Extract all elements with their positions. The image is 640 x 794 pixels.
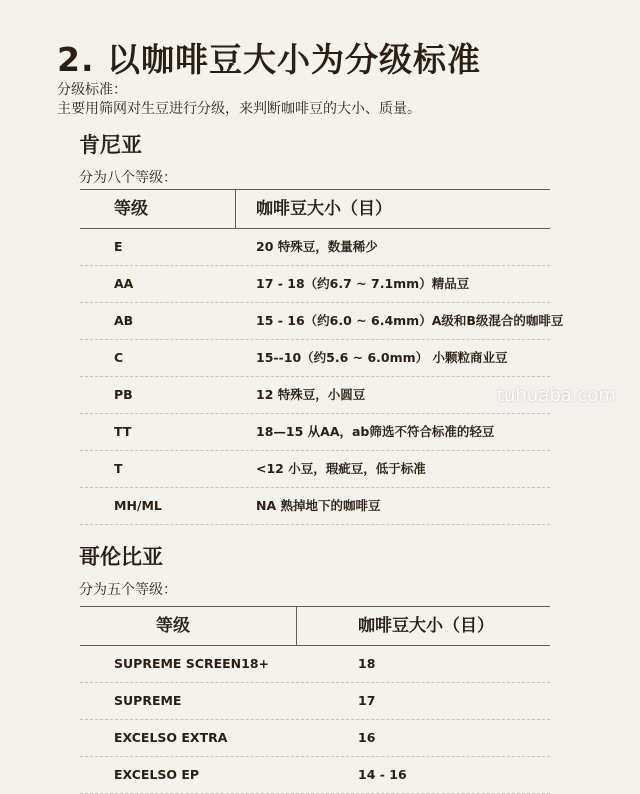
table-row bbox=[80, 488, 550, 525]
kenya-table-header bbox=[80, 189, 550, 229]
table-row bbox=[80, 683, 550, 720]
size-cell: 17 - 18（约6.7 ~ 7.1mm）精品豆 bbox=[256, 276, 470, 291]
colombia-table-header bbox=[80, 606, 550, 646]
standard-label: 分级标准： bbox=[57, 82, 127, 98]
table-row bbox=[80, 340, 550, 377]
size-cell: 18 bbox=[358, 656, 376, 671]
kenya-section-title: 肯尼亚 bbox=[79, 133, 142, 157]
standard-description: 主要用筛网对生豆进行分级，来判断咖啡豆的大小、质量。 bbox=[57, 101, 421, 117]
size-cell: 15--10（约5.6 ~ 6.0mm） 小颗粒商业豆 bbox=[256, 350, 508, 365]
table-row bbox=[80, 646, 550, 683]
grade-cell: SUPREME SCREEN18+ bbox=[114, 656, 270, 671]
grade-cell: EXCELSO EP bbox=[114, 767, 200, 782]
colombia-section-subtitle: 分为五个等级： bbox=[79, 582, 177, 598]
grade-cell: AB bbox=[114, 313, 134, 328]
colombia-section-title: 哥伦比亚 bbox=[79, 545, 163, 569]
size-cell: 12 特殊豆，小圆豆 bbox=[256, 387, 366, 402]
table-row bbox=[80, 229, 550, 266]
grade-column-header: 等级 bbox=[156, 616, 190, 636]
grade-cell: SUPREME bbox=[114, 693, 182, 708]
size-cell: 17 bbox=[358, 693, 376, 708]
size-cell: NA 熟掉地下的咖啡豆 bbox=[256, 498, 381, 513]
table-row bbox=[80, 414, 550, 451]
table-row bbox=[80, 303, 564, 340]
size-cell: 14 - 16 bbox=[358, 767, 407, 782]
size-cell: 16 bbox=[358, 730, 376, 745]
grade-cell: E bbox=[114, 239, 123, 254]
table-row bbox=[80, 266, 550, 303]
grade-cell: TT bbox=[114, 424, 132, 439]
size-column-header: 咖啡豆大小（目） bbox=[256, 199, 392, 219]
header-divider bbox=[235, 190, 236, 228]
size-cell: 18—15 从AA，ab筛选不符合标准的轻豆 bbox=[256, 424, 495, 439]
grade-cell: T bbox=[114, 461, 123, 476]
size-cell: <12 小豆，瑕疵豆，低于标准 bbox=[256, 461, 426, 476]
grade-cell: AA bbox=[114, 276, 134, 291]
header-divider bbox=[296, 607, 297, 645]
grade-cell: PB bbox=[114, 387, 133, 402]
size-cell: 20 特殊豆，数量稀少 bbox=[256, 239, 378, 254]
page-title: 2. 以咖啡豆大小为分级标准 bbox=[57, 40, 481, 79]
table-row bbox=[80, 720, 550, 757]
grade-cell: C bbox=[114, 350, 124, 365]
colombia-grade-table bbox=[80, 606, 550, 794]
grade-cell: MH/ML bbox=[114, 498, 162, 513]
table-row bbox=[80, 757, 550, 794]
watermark-text: tuhuaba.com bbox=[497, 385, 616, 406]
table-row bbox=[80, 377, 550, 414]
table-row bbox=[80, 451, 550, 488]
size-column-header: 咖啡豆大小（目） bbox=[358, 616, 494, 636]
size-cell: 15 - 16（约6.0 ~ 6.4mm）A级和B级混合的咖啡豆 bbox=[256, 313, 564, 328]
grade-cell: EXCELSO EXTRA bbox=[114, 730, 228, 745]
kenya-section-subtitle: 分为八个等级： bbox=[79, 170, 177, 186]
grade-column-header: 等级 bbox=[114, 199, 148, 219]
